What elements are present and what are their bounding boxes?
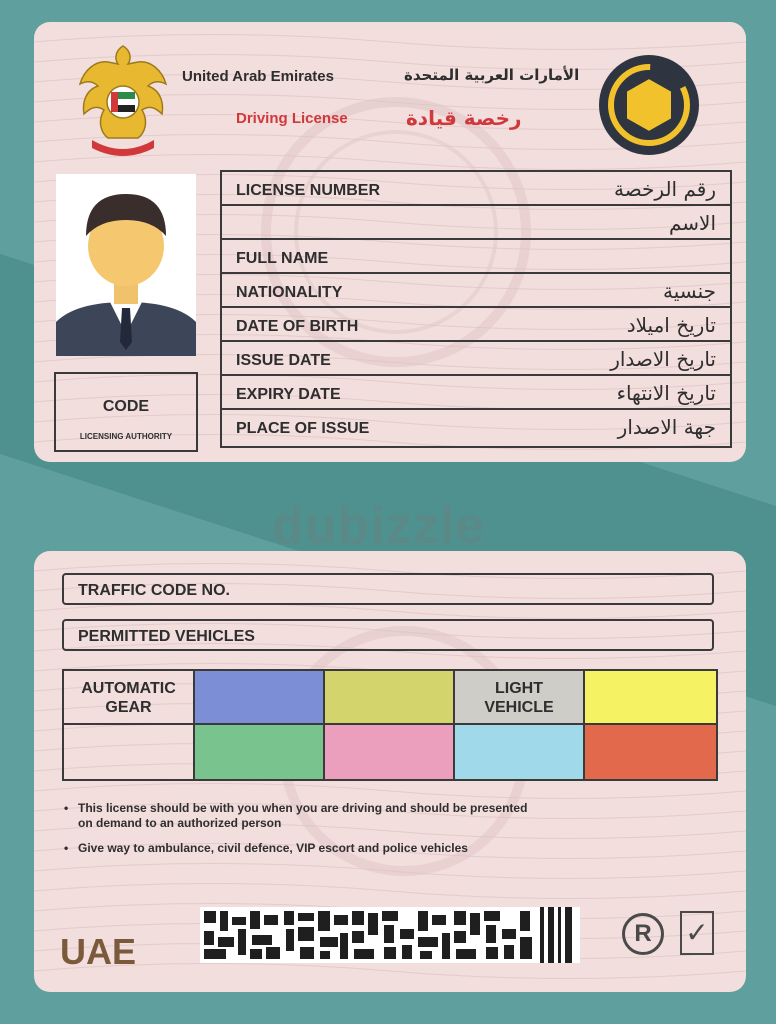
field-label-ar: تاريخ الانتهاء [616, 381, 716, 405]
field-label-en: NATIONALITY [236, 284, 343, 301]
note-item [62, 841, 532, 856]
field-label-en: DATE OF BIRTH [236, 318, 359, 335]
field-row-issue-date [222, 342, 730, 376]
field-label-ar: الاسم [668, 211, 716, 235]
license-front-card [34, 22, 746, 462]
field-label-ar: جهة الاصدار [617, 415, 716, 439]
vehicle-swatch [585, 725, 716, 779]
bullet-icon: • [64, 841, 69, 855]
dubizzle-watermark: dubizzle [272, 497, 486, 555]
field-label-ar: رقم الرخصة [613, 177, 716, 201]
country-name-ar: الأمارات العربية المتحدة [404, 66, 580, 84]
bullet-icon: • [64, 801, 69, 815]
vehicle-swatch [455, 725, 585, 779]
field-label-en: FULL NAME [236, 250, 329, 267]
licensing-authority-label: LICENSING AUTHORITY [79, 432, 173, 441]
note-item [62, 801, 532, 831]
vehicle-empty-cell [64, 725, 195, 779]
field-label-ar: جنسية [663, 279, 716, 303]
vehicle-swatch [195, 671, 325, 725]
field-row-expiry-date [222, 376, 730, 410]
field-label-ar: تاريخ الاصدار [610, 347, 716, 371]
traffic-code-label: TRAFFIC CODE NO. [78, 582, 230, 599]
automatic-gear-label: AUTOMATIC GEAR [81, 680, 176, 716]
field-label-en: EXPIRY DATE [236, 386, 341, 403]
license-back-card [34, 551, 746, 992]
checkmark-icon: ✓ [680, 911, 714, 955]
vehicle-swatch [585, 671, 716, 725]
license-notes [62, 801, 532, 866]
field-row-date-of-birth [222, 308, 730, 342]
note-text: Give way to ambulance, civil defence, VIP escort and police vehicles [78, 841, 468, 855]
uae-emblem-icon [78, 40, 168, 158]
vehicle-swatch [325, 671, 455, 725]
field-row-name-ar [222, 206, 730, 240]
person-avatar-icon [56, 174, 196, 356]
license-title-en: Driving License [236, 110, 348, 127]
permitted-vehicles-label: PERMITTED VEHICLES [78, 628, 255, 645]
note-text: This license should be with you when you are driving and should be presented on demand to an authorized person [78, 801, 528, 830]
traffic-code-box [62, 573, 714, 605]
vehicle-swatch [195, 725, 325, 779]
holder-photo [56, 174, 196, 356]
field-label-en: ISSUE DATE [236, 352, 331, 369]
license-fields-table [220, 170, 732, 448]
vehicle-swatch [325, 725, 455, 779]
country-code: UAE [60, 931, 137, 972]
light-vehicle-cell [455, 671, 585, 725]
field-row-full-name [222, 240, 730, 274]
field-label-en: PLACE OF ISSUE [236, 420, 370, 437]
license-title-ar: رخصة قيادة [406, 106, 522, 130]
code-box [54, 372, 198, 452]
field-row-license-number [222, 172, 730, 206]
permitted-vehicles-box [62, 619, 714, 651]
code-title: CODE [102, 398, 150, 415]
field-label-en: LICENSE NUMBER [236, 182, 381, 199]
light-vehicle-label: LIGHT VEHICLE [484, 680, 554, 716]
field-row-place-of-issue [222, 410, 730, 446]
automatic-gear-cell [64, 671, 195, 725]
vehicle-category-grid [62, 669, 718, 781]
2d-barcode-icon [200, 907, 580, 963]
field-row-nationality [222, 274, 730, 308]
authority-logo-icon [596, 52, 702, 158]
country-name-en: United Arab Emirates [182, 68, 334, 85]
registered-mark-icon: R [622, 913, 664, 955]
field-label-ar: تاريخ اميلاد [626, 313, 716, 337]
